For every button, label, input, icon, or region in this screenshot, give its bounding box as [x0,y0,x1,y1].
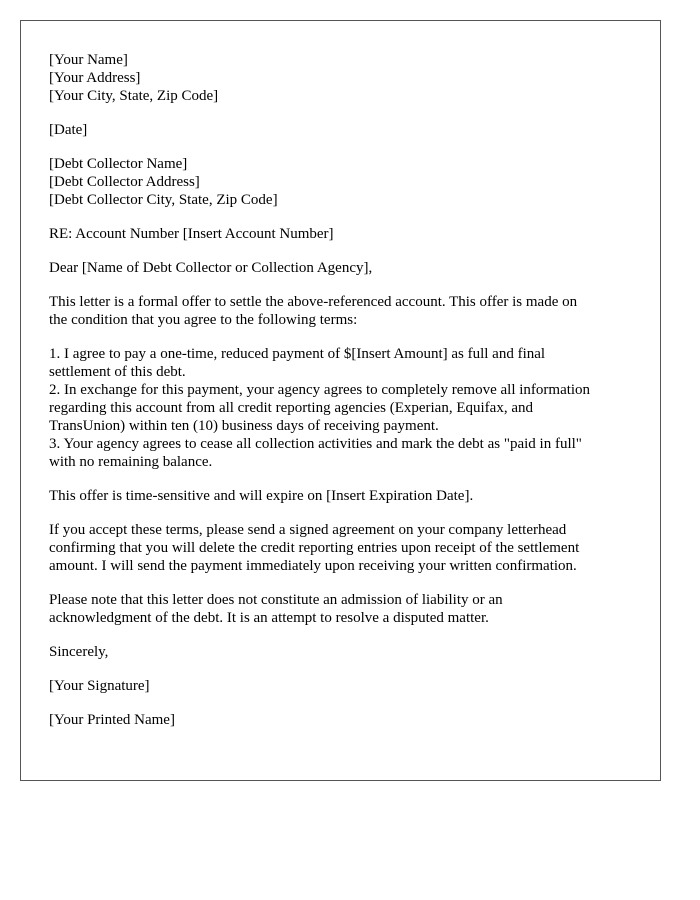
re-line [49,225,640,243]
terms-list [49,345,640,471]
text-line: [Your Address] [49,70,141,86]
text-line: acknowledgment of the debt. It is an attempt to resolve a disputed matter. [49,610,489,626]
letter-page [20,20,661,781]
text-line: 3. Your agency agrees to cease all collection activities and mark the debt as "paid in full" [49,436,582,452]
text-line: 2. In exchange for this payment, your agency agrees to completely remove all information [49,382,591,398]
text-line: Sincerely, [49,644,109,660]
text-line: [Date] [49,122,88,138]
text-line: [Debt Collector Address] [49,174,200,190]
disclaimer-paragraph [49,591,640,627]
expiry-paragraph [49,487,640,505]
sender-block [49,51,640,105]
text-line: with no remaining balance. [49,454,213,470]
text-line: Dear [Name of Debt Collector or Collection Agency], [49,260,373,276]
text-line: [Your Signature] [49,678,150,694]
intro-paragraph [49,293,640,329]
text-line: This letter is a formal offer to settle the above-referenced account. This offer is made on [49,294,578,310]
text-line: amount. I will send the payment immediately upon receiving your written confirmation. [49,558,577,574]
text-line: [Your City, State, Zip Code] [49,88,219,104]
printed-name [49,711,640,729]
signature [49,677,640,695]
closing [49,643,640,661]
text-line: the condition that you agree to the following terms: [49,312,358,328]
text-line: [Debt Collector City, State, Zip Code] [49,192,278,208]
salutation [49,259,640,277]
text-line: confirming that you will delete the credit reporting entries upon receipt of the settlement [49,540,580,556]
text-line: regarding this account from all credit reporting agencies (Experian, Equifax, and [49,400,533,416]
text-line: TransUnion) within ten (10) business days of receiving payment. [49,418,439,434]
text-line: Please note that this letter does not constitute an admission of liability or an [49,592,503,608]
date-line [49,121,640,139]
text-line: RE: Account Number [Insert Account Number] [49,226,334,242]
text-line: [Debt Collector Name] [49,156,188,172]
text-line: If you accept these terms, please send a signed agreement on your company letterhead [49,522,567,538]
acceptance-paragraph [49,521,640,575]
recipient-block [49,155,640,209]
text-line: 1. I agree to pay a one-time, reduced payment of $[Insert Amount] as full and final [49,346,546,362]
text-line: settlement of this debt. [49,364,186,380]
text-line: [Your Name] [49,52,128,68]
text-line: [Your Printed Name] [49,712,175,728]
text-line: This offer is time-sensitive and will expire on [Insert Expiration Date]. [49,488,474,504]
